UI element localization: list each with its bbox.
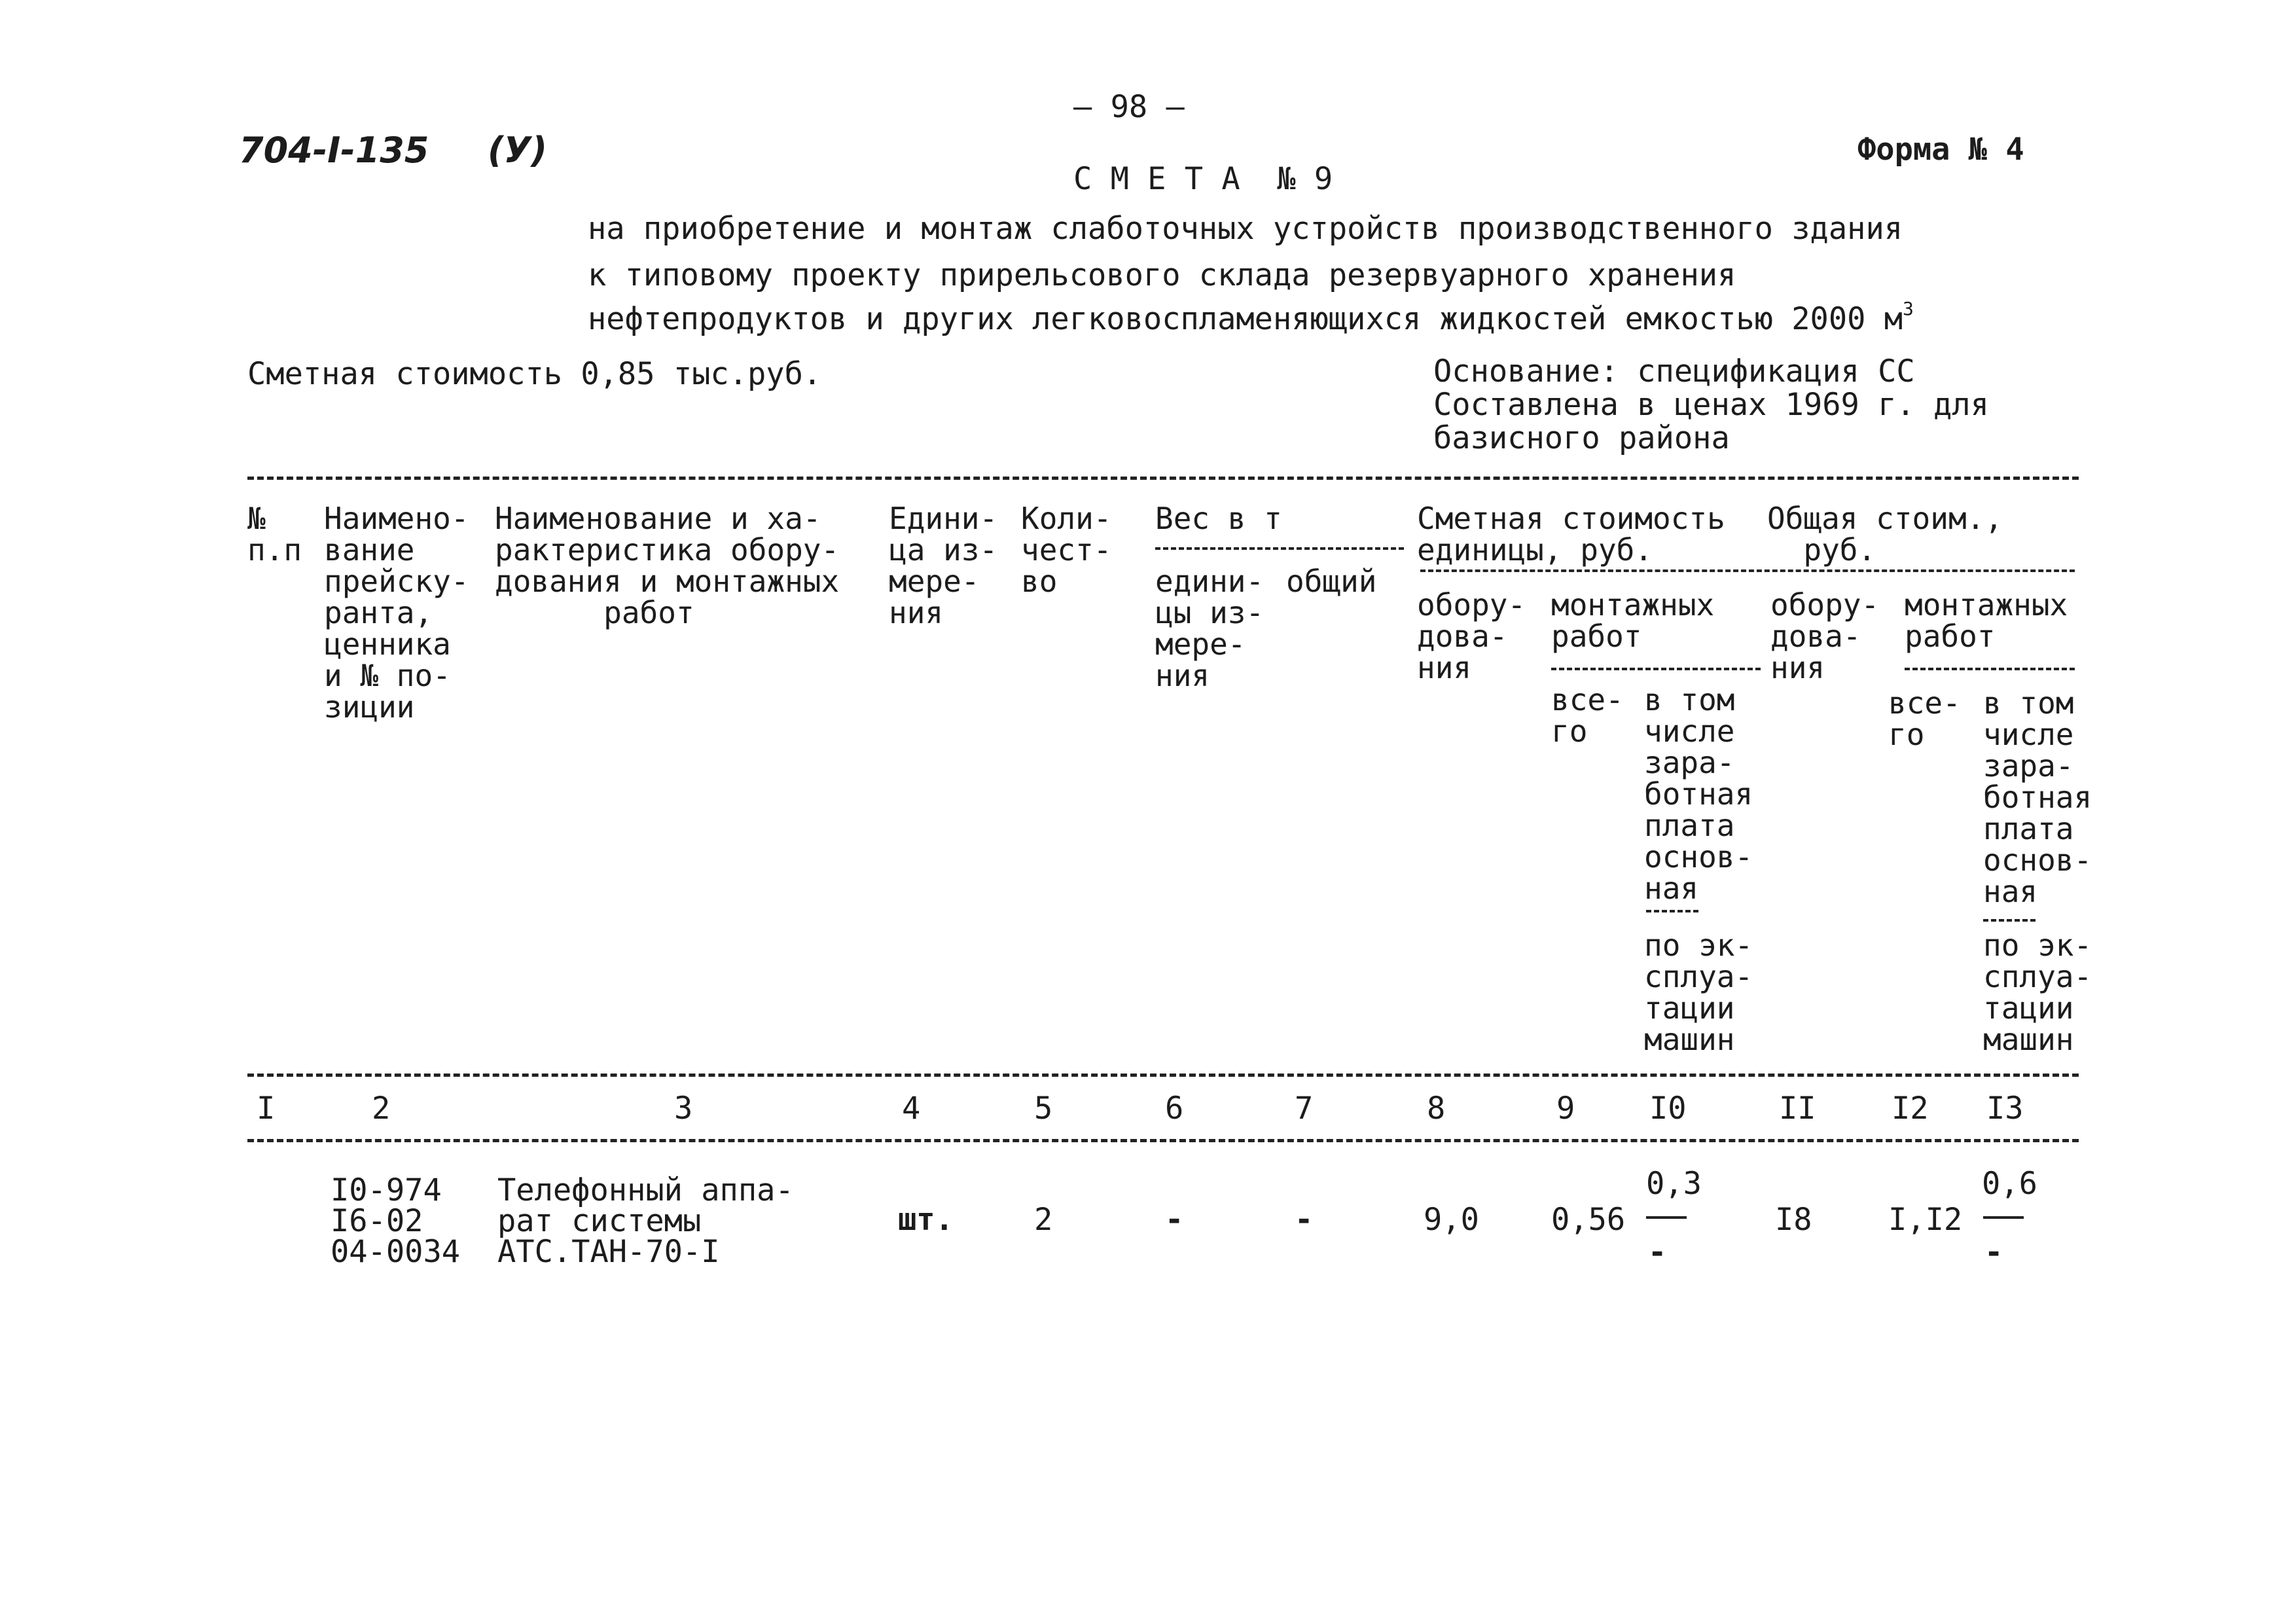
basis-line-2: Составлена в ценах 1969 г. для [1433, 387, 1989, 423]
row-price-code: I0-974 I6-02 04-0034 [331, 1172, 461, 1270]
col-number-12: I2 [1892, 1091, 1929, 1127]
col-number-13: I3 [1986, 1091, 2024, 1127]
row-total-equipment: I8 [1775, 1202, 1812, 1238]
estimated-cost: Сметная стоимость 0,85 тыс.руб. [247, 356, 822, 392]
document-title: С М Е Т А № 9 [1073, 161, 1333, 197]
row-mount-machine: - [1648, 1235, 1667, 1271]
col-number-4: 4 [902, 1091, 921, 1127]
col-number-8: 8 [1427, 1091, 1446, 1127]
header-total-mount-all: все- го [1888, 685, 1961, 752]
header-item-no: № п.п [247, 501, 302, 568]
table-top-rule [247, 477, 2079, 480]
unit-incl-subrule [1646, 910, 1698, 912]
col-number-bottom-rule [247, 1139, 2079, 1142]
header-unit-equipment: обору- дова- ния [1417, 587, 1526, 685]
col-number-9: 9 [1556, 1091, 1575, 1127]
row-mount-fraction-bar [1646, 1216, 1687, 1219]
row-item-name: Телефонный аппа- рат системы АТС.ТАН-70-I [497, 1172, 794, 1270]
header-unit-mount-machines: по эк- сплуа- тации машин [1644, 928, 1753, 1057]
header-unit-mount-all: все- го [1551, 682, 1624, 749]
subtitle-line-1: на приобретение и монтаж слаботочных устройств производственного здания [588, 211, 1903, 247]
header-unit-cost: Сметная стоимость единицы, руб. [1417, 501, 1725, 568]
row-equipment-cost: 9,0 [1424, 1202, 1479, 1238]
header-bottom-rule [247, 1074, 2079, 1077]
header-unit-mount-incl: в том числе зара- ботная плата основ- ная [1644, 682, 1753, 906]
header-total-mount-incl: в том числе зара- ботная плата основ- ная [1983, 685, 2092, 909]
row-unit: шт. [898, 1202, 954, 1238]
col-number-6: 6 [1165, 1091, 1184, 1127]
row-weight-total: - [1295, 1202, 1314, 1238]
col-number-7: 7 [1295, 1091, 1314, 1127]
subtitle-line-3 [588, 293, 1914, 337]
header-weight-total: общий [1286, 564, 1377, 599]
cost-subrule [1420, 569, 2075, 572]
form-label: Форма № 4 [1857, 132, 2024, 168]
header-unit-mounting: монтажных работ [1551, 587, 1715, 654]
row-mount-total: 0,56 [1551, 1202, 1626, 1238]
row-quantity: 2 [1034, 1202, 1053, 1238]
header-unit: Едини- ца из- мере- ния [889, 501, 998, 630]
row-mount-wage: 0,3 [1646, 1166, 1702, 1202]
col-number-11: II [1779, 1091, 1816, 1127]
row-weight-unit: - [1165, 1202, 1184, 1238]
unit-mount-subrule [1551, 668, 1761, 670]
col-number-2: 2 [372, 1091, 391, 1127]
subtitle-line-3-text: нефтепродуктов и других легковоспламеняющихся жидкостей емкостью 2000 м [588, 301, 1903, 337]
basis-line-1: Основание: спецификация СС [1433, 353, 1915, 389]
col-number-10: I0 [1649, 1091, 1687, 1127]
header-total-mounting: монтажных работ [1905, 587, 2068, 654]
header-total-mount-machines: по эк- сплуа- тации машин [1983, 928, 2092, 1057]
subtitle-line-2: к типовому проекту прирельсового склада резервуарного хранения [588, 257, 1736, 293]
row-total-fraction-bar [1983, 1216, 2024, 1219]
header-total-cost: Общая стоим., руб. [1767, 501, 2003, 568]
doc-code: 704-I-135 [239, 130, 429, 171]
header-name: Наименование и ха- рактеристика обору- дования и монтажных работ [495, 501, 840, 630]
row-total-mount: I,I2 [1888, 1202, 1963, 1238]
page-number: — 98 — [1073, 89, 1185, 125]
header-weight: Вес в т [1155, 501, 1282, 536]
cubic-superscript: 3 [1903, 298, 1914, 319]
total-incl-subrule [1983, 919, 2036, 922]
row-total-wage: 0,6 [1982, 1166, 2037, 1202]
header-price-list: Наимено- вание прейску- ранта, ценника и № по- зиции [324, 501, 469, 725]
total-mount-subrule [1905, 668, 2075, 670]
header-total-equipment: обору- дова- ния [1770, 587, 1880, 685]
basis-line-3: базисного района [1433, 420, 1730, 456]
weight-subrule [1155, 547, 1404, 550]
col-number-1: I [257, 1091, 276, 1127]
header-weight-unit: едини- цы из- мере- ния [1155, 564, 1265, 693]
header-quantity: Коли- чест- во [1021, 501, 1112, 599]
col-number-5: 5 [1034, 1091, 1053, 1127]
doc-code-suffix: (У) [488, 130, 547, 171]
row-total-machine: - [1984, 1235, 2003, 1271]
col-number-3: 3 [674, 1091, 693, 1127]
